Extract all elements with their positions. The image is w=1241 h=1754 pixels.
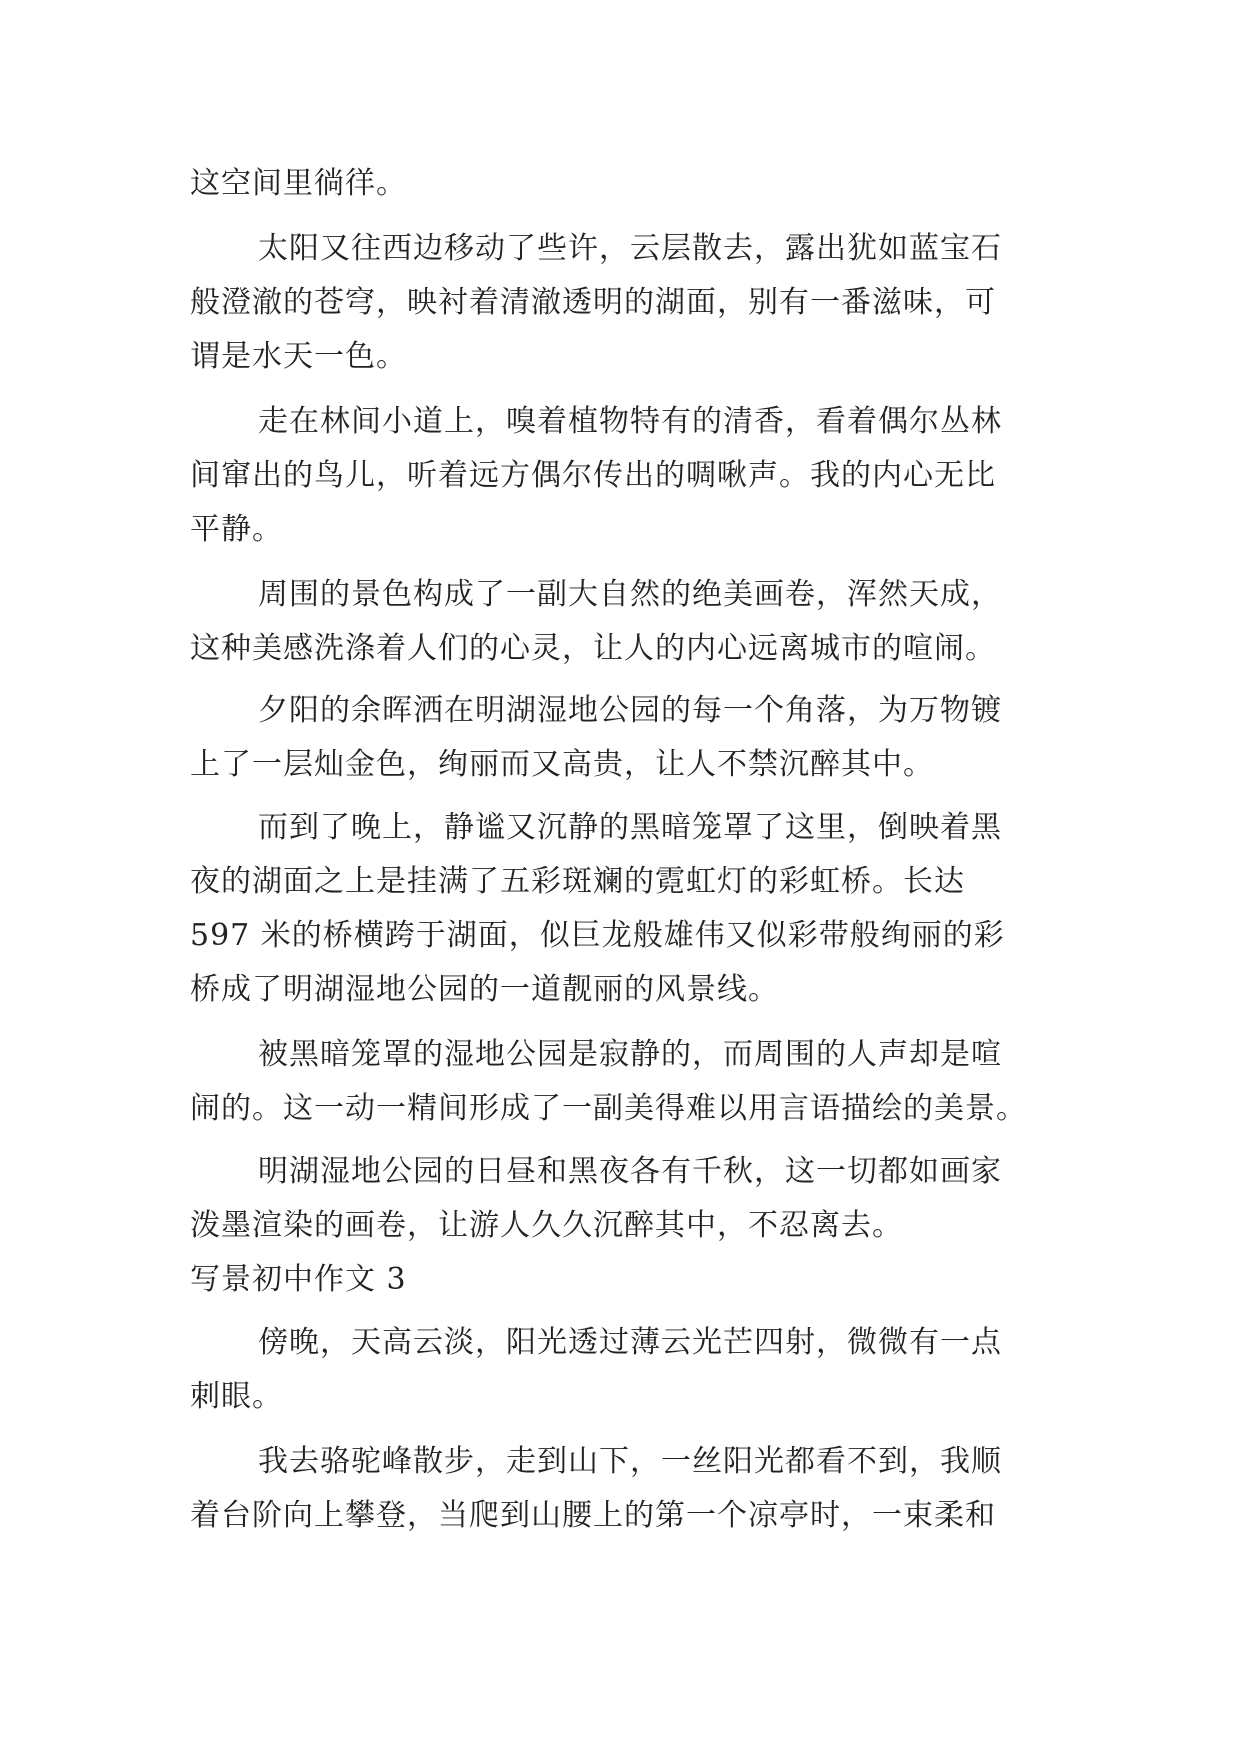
text-line: 般澄澈的苍穹，映衬着清澈透明的湖面，别有一番滋味，可 <box>190 285 996 320</box>
text-line: 597 米的桥横跨于湖面，似巨龙般雄伟又似彩带般绚丽的彩 <box>190 918 1005 953</box>
paragraph-first-line: 被黑暗笼罩的湿地公园是寂静的，而周围的人声却是喧 <box>258 1037 1002 1072</box>
text-line: 这空间里徜徉。 <box>190 166 407 201</box>
paragraph-first-line: 走在林间小道上，嗅着植物特有的清香，看着偶尔丛林 <box>258 404 1002 439</box>
text-line: 谓是水天一色。 <box>190 339 407 374</box>
text-line: 上了一层灿金色，绚丽而又高贵，让人不禁沉醉其中。 <box>190 747 934 782</box>
text-line: 刺眼。 <box>190 1379 283 1414</box>
paragraph-first-line: 傍晚，天高云淡，阳光透过薄云光芒四射，微微有一点 <box>258 1325 1002 1360</box>
paragraph-first-line: 周围的景色构成了一副大自然的绝美画卷，浑然天成， <box>258 577 1002 612</box>
paragraph-first-line: 明湖湿地公园的日昼和黑夜各有千秋，这一切都如画家 <box>258 1154 1002 1189</box>
paragraph-first-line: 我去骆驼峰散步，走到山下，一丝阳光都看不到，我顺 <box>258 1444 1002 1479</box>
text-line: 间窜出的鸟儿，听着远方偶尔传出的啁啾声。我的内心无比 <box>190 458 996 493</box>
text-line: 平静。 <box>190 512 283 547</box>
paragraph-first-line: 太阳又往西边移动了些许，云层散去，露出犹如蓝宝石 <box>258 231 1002 266</box>
paragraph-first-line: 夕阳的余晖洒在明湖湿地公园的每一个角落，为万物镀 <box>258 693 1002 728</box>
text-line: 夜的湖面之上是挂满了五彩斑斓的霓虹灯的彩虹桥。长达 <box>190 864 965 899</box>
text-line: 闹的。这一动一精间形成了一副美得难以用言语描绘的美景。 <box>190 1091 1027 1126</box>
text-line: 泼墨渲染的画卷，让游人久久沉醉其中，不忍离去。 <box>190 1208 903 1243</box>
text-line: 桥成了明湖湿地公园的一道靓丽的风景线。 <box>190 972 779 1007</box>
section-heading: 写景初中作文 3 <box>190 1262 407 1297</box>
text-line: 这种美感洗涤着人们的心灵，让人的内心远离城市的喧闹。 <box>190 631 996 666</box>
paragraph-first-line: 而到了晚上，静谧又沉静的黑暗笼罩了这里，倒映着黑 <box>258 810 1002 845</box>
text-line: 着台阶向上攀登，当爬到山腰上的第一个凉亭时，一束柔和 <box>190 1498 996 1533</box>
